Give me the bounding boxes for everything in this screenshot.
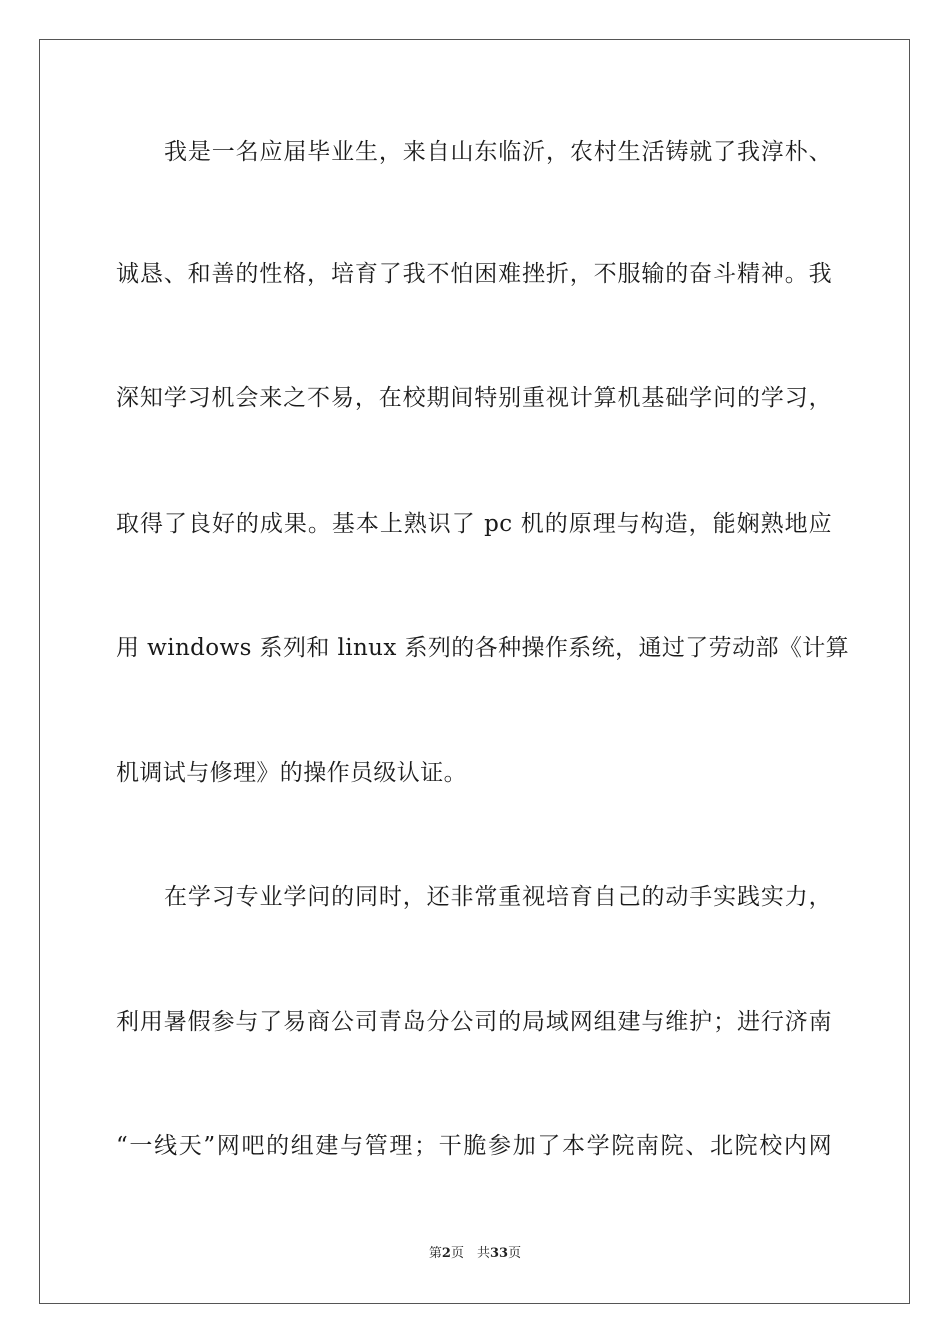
paragraph-line: 诚恳、和善的性格，培育了我不怕困难挫折，不服输的奋斗精神。我	[116, 261, 832, 287]
paragraph-line: 我是一名应届毕业生，来自山东临沂，农村生活铸就了我淳朴、	[164, 139, 832, 165]
paragraph-line: “一线天”网吧的组建与管理；干脆参加了本学院南院、北院校内网	[116, 1133, 832, 1159]
paragraph-line: 取得了良好的成果。基本上熟识了 pc 机的原理与构造，能娴熟地应	[116, 511, 832, 537]
footer-suffix: 页	[508, 1246, 522, 1261]
page-border	[39, 39, 910, 1304]
paragraph-line: 利用暑假参与了易商公司青岛分公司的局域网组建与维护；进行济南	[116, 1009, 832, 1035]
paragraph-line: 机调试与修理》的操作员级认证。	[116, 760, 467, 786]
paragraph-line: 在学习专业学问的同时，还非常重视培育自己的动手实践实力，	[164, 884, 832, 910]
footer-prefix: 第	[428, 1246, 442, 1261]
current-page-number: 2	[441, 1246, 451, 1261]
footer-middle: 页 共	[450, 1246, 490, 1261]
total-page-count: 33	[489, 1246, 509, 1261]
page-footer	[0, 1245, 950, 1263]
paragraph-line: 用 windows 系列和 linux 系列的各种操作系统，通过了劳动部《计算	[116, 635, 850, 661]
paragraph-line: 深知学习机会来之不易，在校期间特别重视计算机基础学问的学习，	[116, 385, 832, 411]
